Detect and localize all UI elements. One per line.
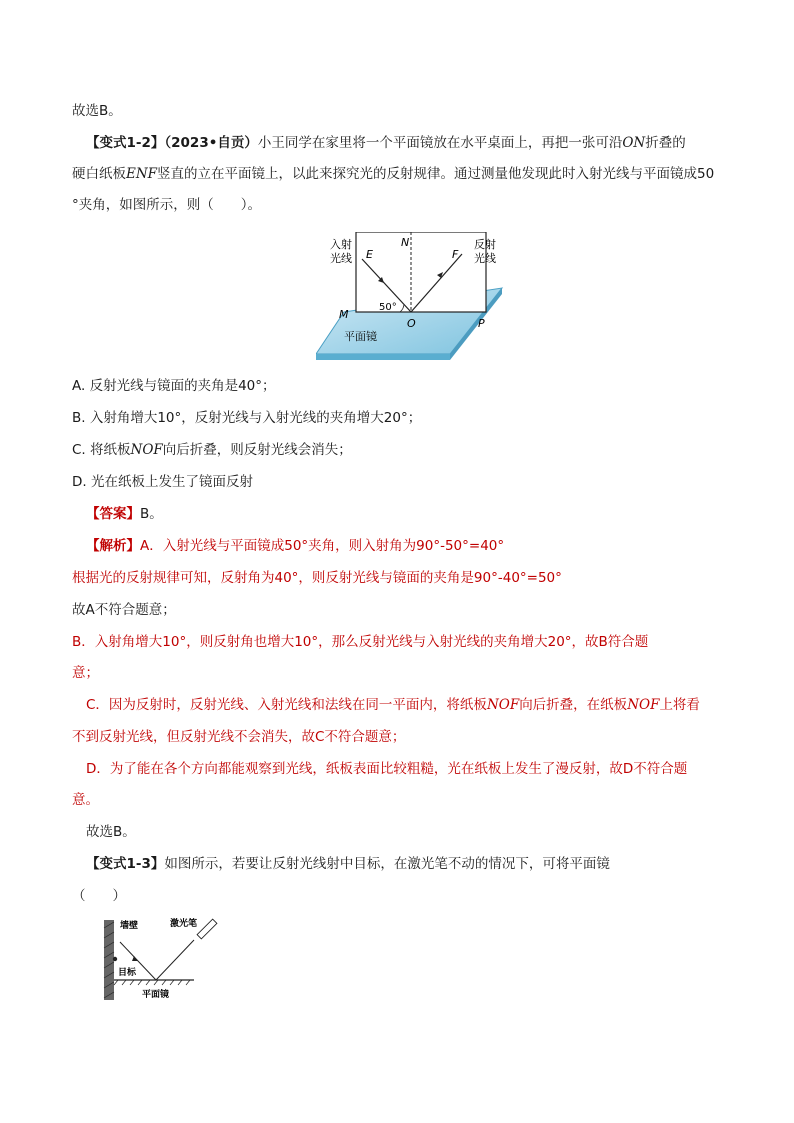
answer-value: B。 [140, 506, 163, 522]
q2-enf: ENF [126, 166, 158, 182]
q3-text: 如图所示，若要让反射光线射中目标，在激光笔不动的情况下，可将平面镜 [164, 856, 610, 872]
q2-text-2a: 硬白纸板 [72, 166, 126, 182]
wall [104, 920, 114, 1000]
analysis-line-7: 不到反射光线，但反射光线不会消失，故C不符合题意； [72, 729, 406, 745]
mirror-edge [316, 354, 450, 360]
q2-line1 [86, 133, 686, 153]
analysis-line-6 [86, 695, 700, 715]
analysis-c-post: 上将看 [659, 697, 700, 713]
answer-tag: 【答案】 [86, 506, 140, 522]
analysis-c-nof-2: NOF [627, 697, 660, 713]
analysis-line-4: B．入射角增大10°，则反射角也增大10°，那么反射光线与入射光线的夹角增大20°，故B符合题 [72, 634, 649, 650]
prev-conclusion: 故选B。 [72, 103, 122, 119]
analysis-line-8: D．为了能在各个方向都能观察到光线，纸板表面比较粗糙，光在纸板上发生了漫反射，故D不符合题 [86, 761, 688, 777]
analysis-line-10: 故选B。 [86, 824, 136, 840]
incident-label-2: 光线 [330, 252, 352, 265]
laser-label: 激光笔 [170, 919, 198, 929]
q2-on: ON [622, 135, 646, 151]
q2-line3: °夹角，如图所示，则（ ）。 [72, 197, 261, 213]
incident-beam [156, 940, 194, 980]
target-label: 目标 [118, 968, 137, 978]
label-n: N [401, 236, 410, 249]
mirror-label-2: 平面镜 [142, 990, 170, 1000]
q2-line2 [72, 164, 714, 184]
laser-pen [197, 919, 217, 939]
analysis-line-2: 根据光的反射规律可知，反射角为40°，则反射光线与镜面的夹角是90°-40°=50° [72, 570, 562, 586]
reflect-label-1: 反射 [474, 238, 496, 251]
answer-line [86, 504, 163, 524]
angle-label: 50° [379, 302, 397, 313]
q3-line2: （ ） [72, 888, 126, 904]
beam-arrow-icon [132, 956, 138, 961]
analysis-c-pre: C．因为反射时，反射光线、入射光线和法线在同一平面内，将纸板 [86, 697, 487, 713]
analysis-c-mid: 向后折叠，在纸板 [519, 697, 628, 713]
q2-source: （2023•自贡） [164, 135, 258, 151]
laser-figure [98, 914, 228, 1014]
q3-line1 [86, 854, 610, 874]
mirror-label: 平面镜 [344, 330, 377, 343]
analysis-a: A．入射光线与平面镜成50°夹角，则入射角为90°-50°=40° [140, 538, 505, 554]
q2-text-2b: 竖直的立在平面镜上，以此来探究光的反射规律。通过测量他发现此时入射光线与平面镜成50 [157, 166, 715, 182]
target-dot [113, 957, 117, 961]
label-m: M [339, 308, 349, 321]
incident-label-1: 入射 [330, 238, 352, 251]
option-c-nof: NOF [130, 442, 163, 458]
label-o: O [407, 317, 416, 330]
q2-tag: 【变式1-2】 [86, 135, 165, 151]
q2-text-1b: 折叠的 [645, 135, 686, 151]
label-f: F [452, 248, 459, 261]
analysis-line-3: 故A不符合题意； [72, 602, 176, 618]
label-e: E [366, 248, 373, 261]
option-c-post: 向后折叠，则反射光线会消失； [162, 442, 352, 458]
analysis-tag: 【解析】 [86, 538, 140, 554]
option-b: B. 入射角增大10°，反射光线与入射光线的夹角增大20°； [72, 410, 422, 426]
analysis-c-nof-1: NOF [486, 697, 520, 713]
mirror-hatch [114, 980, 190, 985]
q3-tag: 【变式1-3】 [86, 856, 165, 872]
reflection-figure [316, 232, 506, 362]
reflect-label-2: 光线 [474, 252, 496, 265]
option-c [72, 440, 352, 460]
q2-text-1: 小王同学在家里将一个平面镜放在水平桌面上，再把一张可沿 [257, 135, 623, 151]
analysis-line-5: 意； [72, 665, 99, 681]
analysis-line-1 [86, 536, 504, 556]
label-p: P [478, 317, 485, 330]
option-c-pre: C. 将纸板 [72, 442, 131, 458]
wall-label: 墙壁 [120, 921, 139, 931]
option-d: D. 光在纸板上发生了镜面反射 [72, 474, 253, 490]
option-a: A. 反射光线与镜面的夹角是40°； [72, 378, 276, 394]
analysis-line-9: 意。 [72, 792, 99, 808]
